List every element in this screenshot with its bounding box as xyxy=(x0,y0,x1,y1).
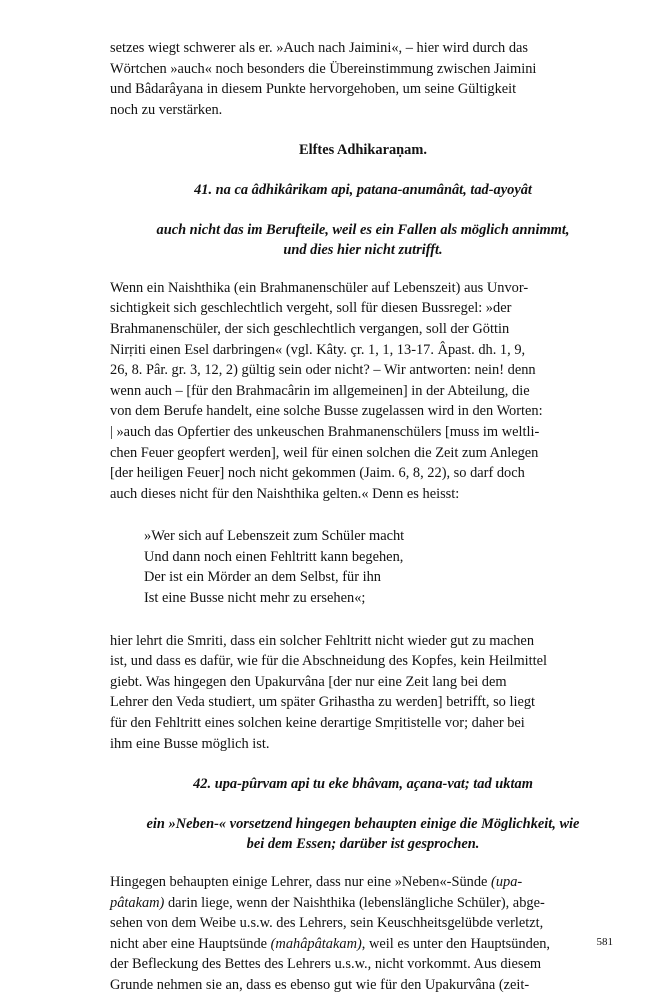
text-line: Wörtchen »auch« noch besonders die Übereinstimmung zwischen Jaimini xyxy=(110,60,537,77)
sutra-41-translation xyxy=(110,220,616,261)
page-number: 581 xyxy=(596,936,613,948)
text-line: giebt. Was hingegen den Upakurvâna [der nur eine Zeit lang bei dem xyxy=(110,673,507,690)
text-span: , weil es unter den Hauptsünden, xyxy=(361,935,550,952)
translation-line: ein »Neben-« vorsetzend hingegen behaupten einige die Möglichkeit, wie xyxy=(146,815,580,832)
text-line xyxy=(110,872,616,893)
verse-quote xyxy=(144,526,616,608)
section-heading: Elftes Adhikaraṇam. xyxy=(299,142,427,159)
text-line: setzes wiegt schwerer als er. »Auch nach Jaimini«, – hier wird durch das xyxy=(110,40,528,56)
text-line: Lehrer den Veda studiert, um später Grihastha zu werden] betrifft, so liegt xyxy=(110,694,536,711)
verse-line: »Wer sich auf Lebenszeit zum Schüler macht xyxy=(144,528,405,545)
sutra-42-heading: 42. upa-pûrvam api tu eke bhâvam, açana-vat; tad uktam xyxy=(193,776,533,793)
translation-line: auch nicht das im Berufteile, weil es ein Fallen als möglich annimmt, xyxy=(156,221,570,238)
text-line: der Befleckung des Bettes des Lehrers u.s.w., nicht vorkommt. Aus diesem xyxy=(110,956,542,973)
paragraph-after-verse xyxy=(110,631,616,755)
text-span: Hingegen behaupten einige Lehrer, dass nur eine »Neben«-Sünde xyxy=(110,874,492,890)
text-line: wenn auch – [für den Brahmacârin im allgemeinen] in der Abteilung, die xyxy=(110,382,530,399)
verse-line: Und dann noch einen Fehltritt kann begehen, xyxy=(144,548,404,565)
text-line: 26, 8. Pâr. gr. 3, 12, 2) gültig sein oder nicht? – Wir antworten: nein! denn xyxy=(110,362,536,379)
text-line: [der heiligen Feuer] noch nicht gekommen (Jaim. 6, 8, 22), so darf doch xyxy=(110,465,525,482)
text-line: Grunde nehmen sie an, dass es ebenso gut wie für den Upakurvâna (zeit- xyxy=(110,976,530,993)
sutra-42-translation xyxy=(110,814,616,855)
italic-term: pâtakam) xyxy=(110,894,165,911)
verse-line: Der ist ein Mörder an dem Selbst, für ihn xyxy=(144,569,381,586)
text-line: auch dieses nicht für den Naishthika gelten.« Denn es heisst: xyxy=(110,485,460,502)
text-line xyxy=(110,893,616,914)
italic-term: (mahâpâtakam) xyxy=(270,935,362,952)
text-line xyxy=(110,934,616,955)
text-span: nicht aber eine Hauptsünde xyxy=(110,935,271,952)
paragraph-41 xyxy=(110,278,616,505)
translation-line: bei dem Essen; darüber ist gesprochen. xyxy=(246,836,480,853)
sutra-41-heading: 41. na ca âdhikârikam api, patana-anumânât, tad-ayoyât xyxy=(194,181,532,198)
text-line: noch zu verstärken. xyxy=(110,101,223,118)
text-line: Brahmanenschüler, der sich geschlechtlich vergangen, soll der Göttin xyxy=(110,320,510,337)
text-line: ist, und dass es dafür, wie für die Abschneidung des Kopfes, kein Heilmittel xyxy=(110,653,548,670)
text-line: für den Fehltritt eines solchen keine derartige Smṛitistelle vor; daher bei xyxy=(110,715,525,732)
intro-paragraph xyxy=(110,38,616,120)
text-line: | »auch das Opfertier des unkeuschen Brahmanenschülers [muss im weltli- xyxy=(110,423,540,440)
translation-line: und dies hier nicht zutrifft. xyxy=(283,242,443,259)
text-line: hier lehrt die Smriti, dass ein solcher Fehltritt nicht wieder gut zu machen xyxy=(110,632,535,649)
text-line: von dem Berufe handelt, eine solche Busse zugelassen wird in den Worten: xyxy=(110,403,543,420)
text-line: sichtigkeit sich geschlechtlich vergeht, soll für diesen Bussregel: »der xyxy=(110,300,512,317)
italic-term: (upa- xyxy=(491,874,523,890)
verse-line: Ist eine Busse nicht mehr zu ersehen«; xyxy=(144,590,366,607)
text-line: und Bâdarâyana in diesem Punkte hervorgehoben, um seine Gültigkeit xyxy=(110,81,517,98)
text-line: Wenn ein Naishthika (ein Brahmanenschüler auf Lebenszeit) aus Unvor- xyxy=(110,279,529,296)
text-line: chen Feuer geopfert werden], weil für einen solchen die Zeit zum Anlegen xyxy=(110,444,539,461)
text-span: darin liege, wenn der Naishthika (lebenslängliche Schüler), abge- xyxy=(164,894,545,911)
text-line: Nirṛiti einen Esel darbringen« (vgl. Kâty. çr. 1, 1, 13-17. Âpast. dh. 1, 9, xyxy=(110,341,526,358)
paragraph-42 xyxy=(110,872,616,996)
page-content xyxy=(110,38,616,996)
text-line: ihm eine Busse möglich ist. xyxy=(110,735,270,752)
text-line: sehen von dem Weibe u.s.w. des Lehrers, sein Keuschheitsgelübde verletzt, xyxy=(110,915,544,932)
